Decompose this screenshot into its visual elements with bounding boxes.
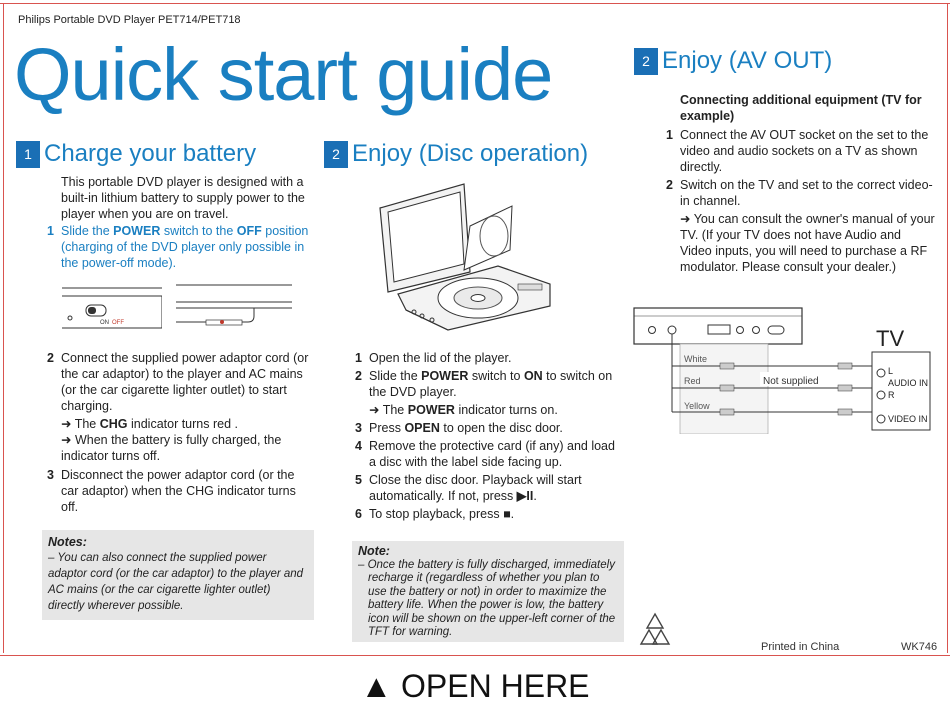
charge-steps-2-3 [47,350,313,517]
disc-note-box [352,541,624,642]
charge-step-2-sub-1: ➜ The CHG indicator turns red . [61,417,238,431]
charge-step-2: 2 Connect the supplied power adaptor cord (or the car adaptor) to the player and AC mains (or the car cigarette lighter outlet) to start charging. [47,351,309,413]
disc-step-1: 1 Open the lid of the player. [355,351,512,365]
video-in-label: VIDEO IN [888,414,928,424]
charge-intro: This portable DVD player is designed with a built-in lithium battery to supply power to the player when you are on travel. [61,175,305,221]
avout-instructions [666,92,936,275]
disc-step-5: 5 Close the disc door. Playback will start automatically. If not, press ▶II. [355,473,582,503]
disc-step-2: 2 Slide the POWER switch to ON to switch on the DVD player. [355,369,613,399]
illus-off-label: OFF [112,320,124,326]
charge-notes-box [42,530,314,620]
section-title: Enjoy (AV OUT) [662,47,833,74]
disc-step-3: 3 Press OPEN to open the disc door. [355,421,563,435]
section-title: Charge your battery [44,140,257,167]
charge-step-1: 1 Slide the POWER switch to the OFF position (charging of the DVD player only possible in the power-off mode). [47,224,309,270]
page-title: Quick start guide [14,33,553,116]
tv-label: TV [876,326,905,351]
document-code: WK746 [901,641,938,653]
disc-steps [355,350,623,524]
recycle-icon [636,611,674,649]
play-pause-icon: ▶II [516,489,534,503]
avout-step-2: 2 Switch on the TV and set to the correct video-in channel. [666,178,933,208]
section-number: 2 [634,48,658,75]
disc-step-2-sub: ➜ The POWER indicator turns on. [369,403,558,417]
section-disc-header [324,140,588,168]
stop-icon: ■ [503,507,511,521]
fold-line [0,655,950,656]
open-here-label: ▲ OPEN HERE [360,668,590,704]
printed-in-label: Printed in China [761,641,840,653]
avout-subheading: Connecting additional equipment (TV for example) [680,93,922,123]
note-heading: Note: [358,544,390,558]
frame-border-top [0,3,950,4]
cable-red-label: Red [684,376,701,386]
avout-step-2-sub: ➜ You can consult the owner's manual of your TV. (If your TV does not have Audio and Video inputs, you will need to purchase a RF modulator. Please consult your dealer.) [680,212,935,274]
not-supplied-label: Not supplied [763,376,819,387]
note-text: – Once the battery is fully discharged, immediately recharge it (regardless of whether you plan to use the battery or not) in order to maximize the battery life. When the power is low, the battery icon will be shown on the upper-left corner of the TFT for warning. [358,558,616,638]
avout-step-1: 1 Connect the AV OUT socket on the set to the video and audio sockets on a TV as shown directly. [666,128,929,174]
section-number: 2 [324,141,348,168]
power-switch-illustration [62,278,162,336]
illus-on-label: ON [100,320,109,326]
dvd-player-illustration [378,180,554,335]
section-number: 1 [16,141,40,168]
charge-step-2-sub-2: ➜ When the battery is fully charged, the indicator turns off. [61,433,282,463]
charge-step-3: 3 Disconnect the power adaptor cord (or the car adaptor) when the CHG indicator turns off. [47,468,296,514]
cable-white-label: White [684,354,708,364]
charge-socket-illustration [176,282,292,332]
audio-in-label: AUDIO IN [888,378,929,388]
frame-border-right [947,3,948,653]
notes-heading: Notes: [48,535,87,549]
section-charge-header [16,140,256,168]
section-avout-header [634,47,832,75]
disc-step-6: 6 To stop playback, press ■. [355,507,515,521]
jack-r-label: R [888,390,895,400]
disc-step-4: 4 Remove the protective card (if any) and load a disc with the label side facing up. [355,439,615,469]
section-title: Enjoy (Disc operation) [352,140,589,167]
product-name: Philips Portable DVD Player PET714/PET718 [18,14,241,26]
notes-text: – You can also connect the supplied power adaptor cord (or the car adaptor) to the player and AC mains (or the car cigarette lighter outlet) directly wherever possible. [48,552,304,612]
jack-l-label: L [888,366,894,376]
frame-border-left [3,3,4,653]
cable-yellow-label: Yellow [684,401,710,411]
av-connection-diagram [632,302,934,434]
